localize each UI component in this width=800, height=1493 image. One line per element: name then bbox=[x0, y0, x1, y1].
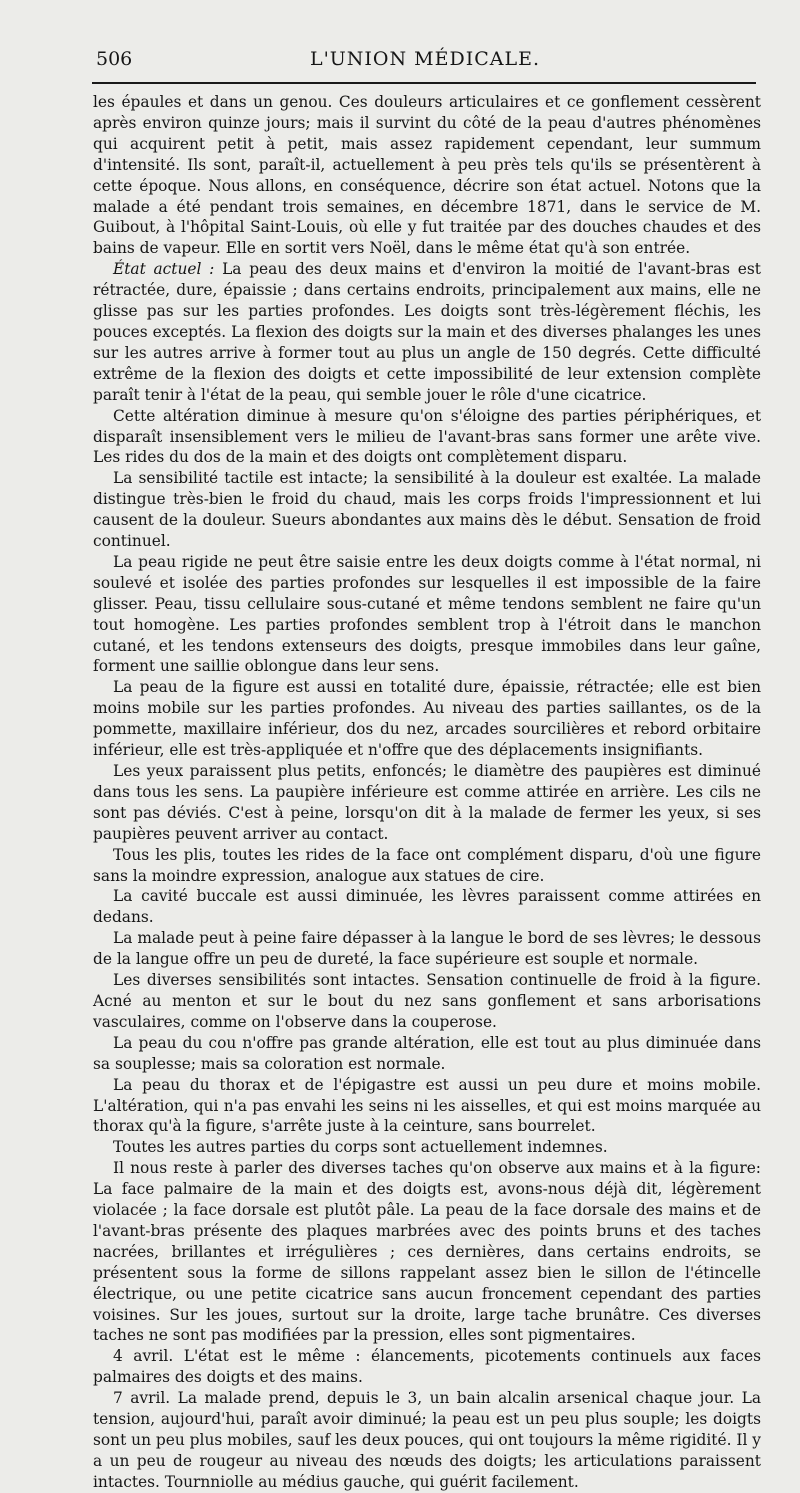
paragraph: La malade peut à peine faire dépasser à la langue le bord de ses lèvres; le dessous de la langue offre un peu de dureté, la face supérieure est souple et normale. bbox=[93, 929, 761, 969]
paragraph: La peau rigide ne peut être saisie entre les deux doigts comme à l'état normal, ni soulevé et isolée des parties profondes sur lesquelles il est impossible de la faire glisser. Peau, tissu cellulaire sous-cutané et même tendons semblent ne faire qu'un tout homogène. Les parties profondes semblent trop à l'étroit dans le manchon cutané, et les tendons extenseurs des doigts, presque immobiles dans leur gaîne, forment une saillie oblongue dans leur sens. bbox=[93, 552, 761, 676]
section-lead: État actuel : bbox=[113, 260, 215, 279]
paragraph: La peau du cou n'offre pas grande altération, elle est tout au plus diminuée dans sa souplesse; mais sa coloration est normale. bbox=[93, 1033, 761, 1073]
paragraph: Il nous reste à parler des diverses taches qu'on observe aux mains et à la figure: La face palmaire de la main et des doigts est, avons-nous déjà dit, légèrement violacée ; la face dorsale est plutôt pâle. La peau de la face dorsale des mains et de l'avant-bras présente des plaques marbrées avec des points bruns et des taches nacrées, brillantes et irrégulières ; ces dernières, dans certains endroits, se présentent sous la forme de sillons rappelant assez bien le sillon de l'étincelle électrique, ou une petite cicatrice sans aucun froncement cependant des parties voisines. Sur les joues, surtout sur la droite, large tache brunâtre. Ces diverses taches ne sont pas modifiées par la pression, elles sont pigmentaires. bbox=[93, 1159, 761, 1345]
paragraph: Toutes les autres parties du corps sont actuellement indemnes. bbox=[113, 1138, 608, 1157]
header-rule bbox=[92, 82, 756, 84]
paragraph: La peau du thorax et de l'épigastre est aussi un peu dure et moins mobile. L'altération, qui n'a pas envahi les seins ni les aisselles, et qui est moins marquée au thorax qu'à la figure, s'arrête juste à la ceinture, sans bourrelet. bbox=[93, 1075, 761, 1136]
paragraph: La sensibilité tactile est intacte; la sensibilité à la douleur est exaltée. La malade distingue très-bien le froid du chaud, mais les corps froids l'impressionnent et lui causent de la douleur. Sueurs abondantes aux mains dès le début. Sensation de froid continuel. bbox=[93, 469, 761, 551]
paragraph: les épaules et dans un genou. Ces douleurs articulaires et ce gonflement cessèrent après environ quinze jours; mais il survint du côté de la peau d'autres phénomènes qui acquirent petit à petit, mais assez rapidement cependant, leur summum d'intensité. Ils sont, paraît-il, actuellement à peu près tels qu'ils se présentèrent à cette époque. Nous allons, en conséquence, décrire son état actuel. Notons que la malade a été pendant trois semaines, en décembre 1871, dans le service de M. Guibout, à l'hôpital Saint-Louis, où elle y fut traitée par des douches chaudes et des bains de vapeur. Elle en sortit vers Noël, dans le même état qu'à son entrée. bbox=[93, 93, 761, 258]
paragraph: État actuel : La peau des deux mains et d'environ la moitié de l'avant-bras est rétractée, dure, épaissie ; dans certains endroits, principalement aux mains, elle ne glisse pas sur les parties profondes. Les doigts sont très-légèrement fléchis, les pouces exceptés. La flexion des doigts sur la main et des diverses phalanges les unes sur les autres arrive à former tout au plus un angle de 150 degrés. Cette difficulté extrême de la flexion des doigts et cette impossibilité de leur extension complète paraît tenir à l'état de la peau, qui semble jouer le rôle d'une cicatrice. bbox=[93, 260, 761, 404]
paragraph: 4 avril. L'état est le même : élancements, picotements continuels aux faces palmaires des doigts et des mains. bbox=[93, 1347, 761, 1387]
paragraph: Les diverses sensibilités sont intactes. Sensation continuelle de froid à la figure. Acné au menton et sur le bout du nez sans gonflement et sans arborisations vasculaires, comme on l'observe dans la couperose. bbox=[93, 971, 761, 1031]
paragraph: Tous les plis, toutes les rides de la face ont complément disparu, d'où une figure sans la moindre expression, analogue aux statues de cire. bbox=[93, 845, 761, 885]
running-title: L'UNION MÉDICALE. bbox=[309, 48, 541, 70]
page-header bbox=[96, 44, 754, 74]
paragraph: Cette altération diminue à mesure qu'on s'éloigne des parties périphériques, et disparaît insensiblement vers le milieu de l'avant-bras sans former une arête vive. Les rides du dos de la main et des doigts ont complètement disparu. bbox=[93, 406, 761, 467]
paragraph: 7 avril. La malade prend, depuis le 3, un bain alcalin arsenical chaque jour. La tension, aujourd'hui, paraît avoir diminué; la peau est un peu plus souple; les doigts sont un peu plus mobiles, sauf les deux pouces, qui ont toujours la même rigidité. Il y a un peu de rougeur au niveau des nœuds des doigts; les articulations paraissent intactes. Tournniolle au médius gauche, qui guérit facilement. bbox=[93, 1389, 761, 1491]
paragraph: Les yeux paraissent plus petits, enfoncés; le diamètre des paupières est diminué dans tous les sens. La paupière inférieure est comme attirée en arrière. Les cils ne sont pas déviés. C'est à peine, lorsqu'on dit à la malade de fermer les yeux, si ses paupières peuvent arriver au contact. bbox=[93, 762, 761, 843]
paragraph: La cavité buccale est aussi diminuée, les lèvres paraissent comme attirées en dedans. bbox=[93, 887, 761, 927]
page-number: 506 bbox=[96, 48, 133, 70]
article-body bbox=[93, 92, 761, 1493]
paragraph: La peau de la figure est aussi en totalité dure, épaissie, rétractée; elle est bien moins mobile sur les parties profondes. Au niveau des parties saillantes, os de la pommette, maxillaire inférieur, dos du nez, arcades sourcilières et rebord orbitaire inférieur, elle est très-appliquée et n'offre que des déplacements insignifiants. bbox=[93, 678, 761, 760]
